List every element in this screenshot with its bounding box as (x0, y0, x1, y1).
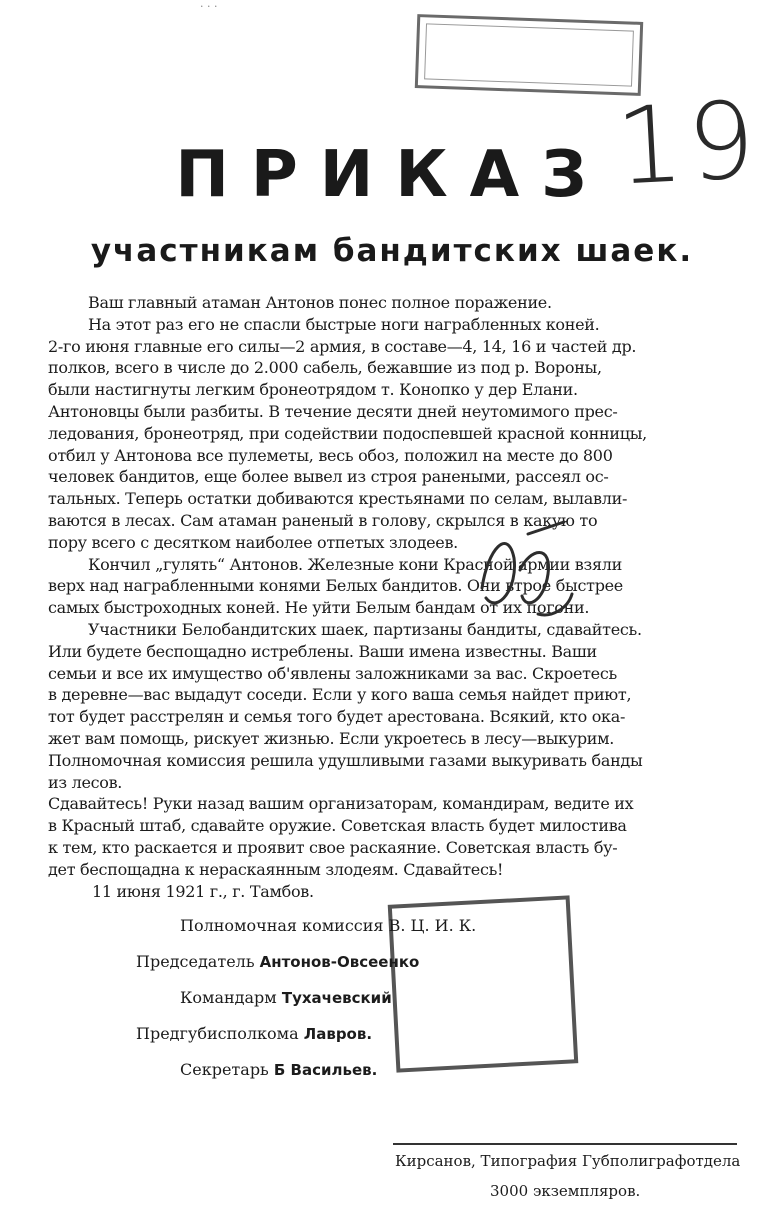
body-line: семьи и все их имущество об'явлены заложниками за вас. Скроетесь (48, 663, 617, 683)
footer-divider (393, 1143, 737, 1145)
handwritten-number: 19 (612, 78, 763, 209)
body-line: пору всего с десятком наиболее отпетых злодеев. (48, 532, 458, 552)
exec-title: Предгубисполкома (136, 1024, 299, 1043)
body-line: из лесов. (48, 772, 123, 792)
body-line: тот будет расстрелян и семья того будет арестована. Всякий, кто ока- (48, 707, 626, 727)
body-line: человек бандитов, еще более вывел из строя ранеными, рассеял ос- (48, 467, 609, 487)
document-title: ПРИКАЗ (175, 138, 609, 212)
chair-signature (136, 952, 419, 971)
body-line: к тем, кто раскается и проявит свое раскаяние. Советская власть бу- (48, 837, 618, 857)
body-line: Или будете беспощадно истреблены. Ваши имена известны. Ваши (48, 641, 597, 661)
body-line: жет вам помощь, рискует жизнью. Если укроетесь в лесу—выкурим. (48, 728, 615, 748)
commission-line: Полномочная комиссия В. Ц. И. К. (180, 916, 477, 935)
body-line: Участники Белобандитских шаек, партизаны бандиты, сдавайтесь. (88, 619, 642, 639)
body-line: ледования, бронеотряд, при содействии подоспевшей красной конницы, (48, 423, 647, 443)
body-line: На этот раз его не спасли быстрые ноги награбленных коней. (88, 314, 600, 334)
handwritten-mark-icon (468, 518, 578, 628)
body-line: Полномочная комиссия решила удушливыми газами выкуривать банды (48, 750, 643, 770)
body-line: Ваш главный атаман Антонов понес полное поражение. (88, 293, 552, 312)
body-line: Сдавайтесь! Руки назад вашим организаторам, командирам, ведите их (48, 794, 634, 814)
exec-name: Лавров. (303, 1025, 373, 1043)
chair-name: Антонов-Овсеенко (259, 953, 420, 971)
printer-line: Кирсанов, Типография Губполиграфотдела (395, 1152, 741, 1170)
body-line: Кончил „гулять“ Антонов. Железные кони Красной армии взяли (88, 554, 622, 574)
body-line: отбил у Антонова все пулеметы, весь обоз, положил на месте до 800 (48, 445, 613, 465)
body-line: верх над награбленными конями Белых бандитов. Они втрое быстрее (48, 576, 623, 596)
date-line: 11 июня 1921 г., г. Тамбов. (92, 881, 314, 901)
secretary-signature (180, 1060, 377, 1079)
body-line: ваются в лесах. Сам атаман раненый в голову, скрылся в какую то (48, 510, 598, 530)
corner-mark: · · · (200, 0, 218, 13)
army-title: Командарм (180, 988, 277, 1007)
exec-signature (136, 1024, 372, 1043)
copies-line: 3000 экземпляров. (490, 1182, 641, 1200)
army-name: Тухачевский (281, 989, 392, 1007)
document-subtitle: участникам бандитских шаек. (90, 233, 694, 269)
body-line: в Красный штаб, сдавайте оружие. Советская власть будет милостива (48, 816, 627, 836)
body-line: были настигнуты легким бронеотрядом т. Конопко у дер Елани. (48, 380, 578, 400)
body-line: дет беспощадна к нераскаянным злодеям. Сдавайтесь! (48, 859, 504, 879)
body-line: 2-го июня главные его силы—2 армия, в составе—4, 14, 16 и частей др. (48, 336, 637, 356)
body-line: самых быстроходных коней. Не уйти Белым бандам от их погони. (48, 598, 590, 618)
chair-title: Председатель (136, 952, 255, 971)
body-line: полков, всего в числе до 2.000 сабель, бежавшие из под р. Вороны, (48, 358, 602, 378)
order-body (48, 292, 748, 902)
archive-stamp-icon (415, 14, 643, 96)
body-line: Антоновцы были разбиты. В течение десяти дней неутомимого прес- (48, 401, 618, 421)
body-line: тальных. Теперь остатки добиваются крестьянами по селам, вылавли- (48, 489, 628, 509)
secretary-title: Секретарь (180, 1060, 269, 1079)
secretary-name: Б Васильев. (273, 1061, 378, 1079)
body-line: в деревне—вас выдадут соседи. Если у кого ваша семья найдет приют, (48, 685, 632, 705)
army-signature (180, 988, 392, 1007)
